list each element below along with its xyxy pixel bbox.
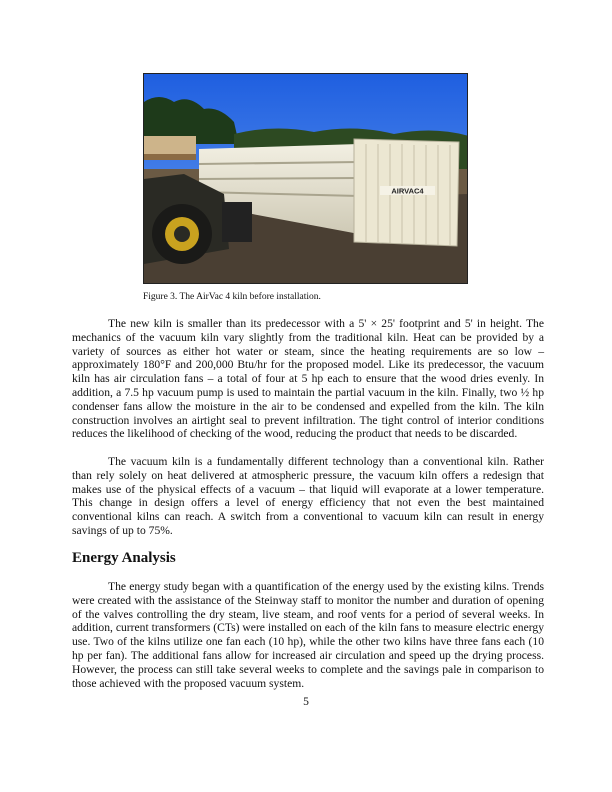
paragraph-energy-study xyxy=(72,580,544,690)
paragraph-text: The vacuum kiln is a fundamentally different technology than a conventional kiln. Rather than rely solely on heat delivered at atmospheric pressure, the vacuum kiln offers a redesign that makes use of the physical effects of a vacuum – that liquid will evaporate at a lower temperature. This change in design offers a level of energy efficiency that not even the best maintained conventional kilns can reach. A switch from a conventional to vacuum kiln can result in energy savings of up to 75%. xyxy=(72,455,544,537)
kiln-logo-text: AIRVAC4 xyxy=(391,186,424,196)
paragraph-text: The new kiln is smaller than its predecessor with a 5' × 25' footprint and 5' in height. The mechanics of the vacuum kiln vary slightly from the traditional kiln. Heat can be provided by a variety of sources as either hot water or steam, since the heating requirements are so low – approximately 180°F and 200,000 Btu/hr for the proposed model. Like its predecessor, the vacuum kiln has air circulation fans – a total of four at 5 hp each to ensure that the wood dries evenly. In addition, a 7.5 hp vacuum pump is used to maintain the partial vacuum in the kiln. Finally, two ½ hp condenser fans allow the moisture in the air to be condensed and expelled from the kiln. The kiln construction involves an airtight seal to prevent infiltration. The tight control of interior conditions reduces the likelihood of checking of the wood, reducing the product that needs to be discarded. xyxy=(72,317,544,441)
page-number: 5 xyxy=(303,695,309,708)
paragraph-vacuum-technology xyxy=(72,455,544,538)
paragraph-text: The energy study began with a quantification of the energy used by the existing kilns. Trends were created with the assistance of the Steinway staff to monitor the number and duration of opening of the valves controlling the dry steam, live steam, and roof vents for a period of several weeks. In addition, current transformers (CTs) were installed on each of the kiln fans to measure electric energy use. Two of the kilns utilize one fan each (10 hp), while the other two kilns have three fans each (10 hp per fan). The additional fans allow for increased air circulation and speed up the drying process. However, the process can still take several weeks to complete and the savings pale in comparison to those achieved with the proposed vacuum system. xyxy=(72,580,544,690)
kiln-photo-illustration xyxy=(144,74,468,284)
figure-caption: Figure 3. The AirVac 4 kiln before installation. xyxy=(143,292,321,302)
kiln-photo xyxy=(143,73,468,284)
section-heading: Energy Analysis xyxy=(72,550,176,566)
paragraph-kiln-description xyxy=(72,317,544,441)
